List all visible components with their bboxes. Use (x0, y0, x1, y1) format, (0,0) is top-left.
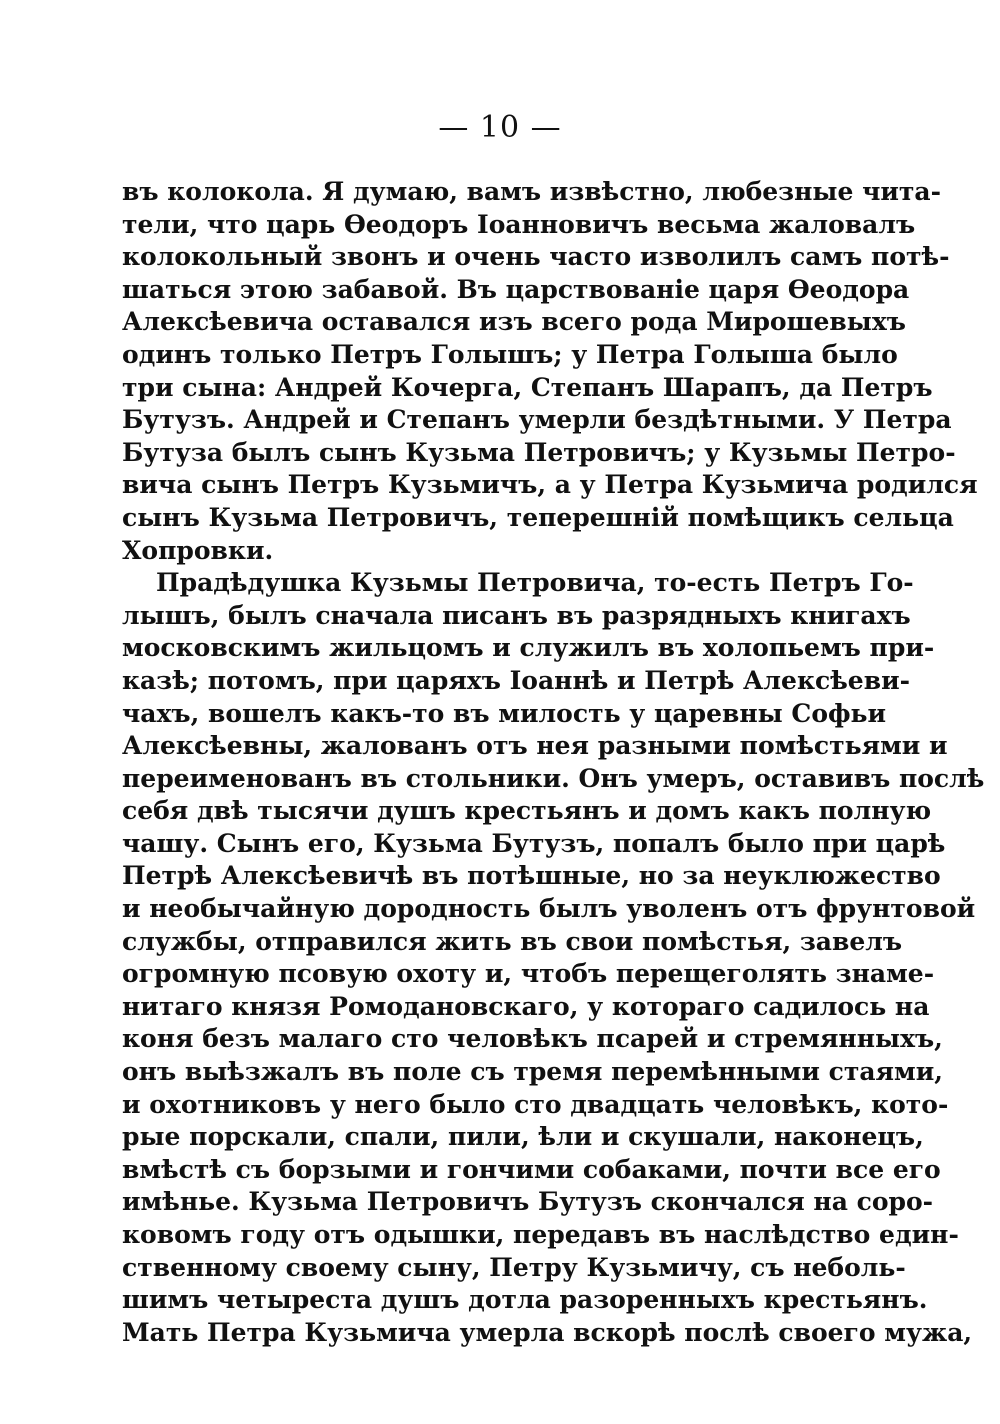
text-line: чахъ, вошелъ какъ-то въ милость у царевны Софьи (122, 698, 887, 728)
text-line: лышъ, былъ сначала писанъ въ разрядныхъ книгахъ (122, 600, 911, 630)
text-line: Прадѣдушка Кузьмы Петровича, то-есть Петръ Го- (156, 568, 914, 598)
text-line: шаться этою забавой. Въ царствованіе царя Өеодора (122, 274, 910, 304)
text-line: въ колокола. Я думаю, вамъ извѣстно, любезные чита- (122, 177, 941, 206)
text-line: и охотниковъ у него было сто двадцать человѣкъ, кото- (122, 1089, 949, 1119)
text-line: Хопровки. (122, 535, 274, 565)
text-line: шимъ четыреста душъ дотла разоренныхъ крестьянъ. (122, 1285, 928, 1315)
page-number: — 10 — (438, 110, 562, 145)
text-line: одинъ только Петръ Голышъ; у Петра Голыша было (122, 339, 898, 369)
text-line: имѣнье. Кузьма Петровичъ Бутузъ скончался на соро- (122, 1187, 934, 1217)
text-line: Петрѣ Алексѣевичѣ въ потѣшные, но за неуклюжество (122, 861, 941, 891)
text-line: онъ выѣзжалъ въ поле съ тремя перемѣнными стаями, (122, 1057, 943, 1087)
text-line: Мать Петра Кузьмича умерла вскорѣ послѣ своего мужа, (122, 1317, 973, 1347)
text-line: и необычайную дородность былъ уволенъ отъ фрунтовой (122, 894, 976, 924)
text-line: Бутуза былъ сынъ Кузьма Петровичъ; у Кузьмы Петро- (122, 437, 956, 467)
text-line: огромную псовую охоту и, чтобъ перещеголять знаме- (122, 959, 935, 989)
body-text (122, 176, 985, 1349)
text-line: три сына: Андрей Кочерга, Степанъ Шарапъ, да Петръ (122, 372, 933, 402)
text-line: чашу. Сынъ его, Кузьма Бутузъ, попалъ было при царѣ (122, 828, 946, 858)
text-line: московскимъ жильцомъ и служилъ въ холопьемъ при- (122, 633, 935, 663)
text-line: Алексѣевича оставался изъ всего рода Мирошевыхъ (122, 307, 906, 337)
text-line: службы, отправился жить въ свои помѣстья, завелъ (122, 926, 903, 956)
text-line: сынъ Кузьма Петровичъ, теперешній помѣщикъ сельца (122, 502, 954, 532)
text-line: переименованъ въ стольники. Онъ умеръ, оставивъ послѣ (122, 763, 985, 793)
text-line: ковомъ году отъ одышки, передавъ въ наслѣдство един- (122, 1220, 959, 1249)
text-line: рые порскали, спали, пили, ѣли и скушали, наконецъ, (122, 1122, 924, 1152)
text-line: тели, что царь Өеодоръ Іоанновичъ весьма жаловалъ (122, 209, 916, 239)
text-line: Бутузъ. Андрей и Степанъ умерли бездѣтными. У Петра (122, 405, 952, 435)
text-line: Алексѣевны, жалованъ отъ нея разными помѣстьями и (122, 731, 948, 761)
text-line: казѣ; потомъ, при царяхъ Іоаннѣ и Петрѣ Алексѣеви- (122, 665, 910, 695)
text-line: себя двѣ тысячи душъ крестьянъ и домъ какъ полную (122, 796, 932, 826)
text-line: ственному своему сыну, Петру Кузьмичу, съ неболь- (122, 1252, 906, 1282)
text-line: вича сынъ Петръ Кузьмичъ, а у Петра Кузьмича родился (122, 470, 978, 500)
text-line: нитаго князя Ромодановскаго, у котораго садилось на (122, 991, 930, 1021)
text-line: коня безъ малаго сто человѣкъ псарей и стремянныхъ, (122, 1024, 943, 1054)
text-line: колокольный звонъ и очень часто изволилъ самъ потѣ- (122, 242, 950, 272)
text-line: вмѣстѣ съ борзыми и гончими собаками, почти все его (122, 1154, 941, 1184)
